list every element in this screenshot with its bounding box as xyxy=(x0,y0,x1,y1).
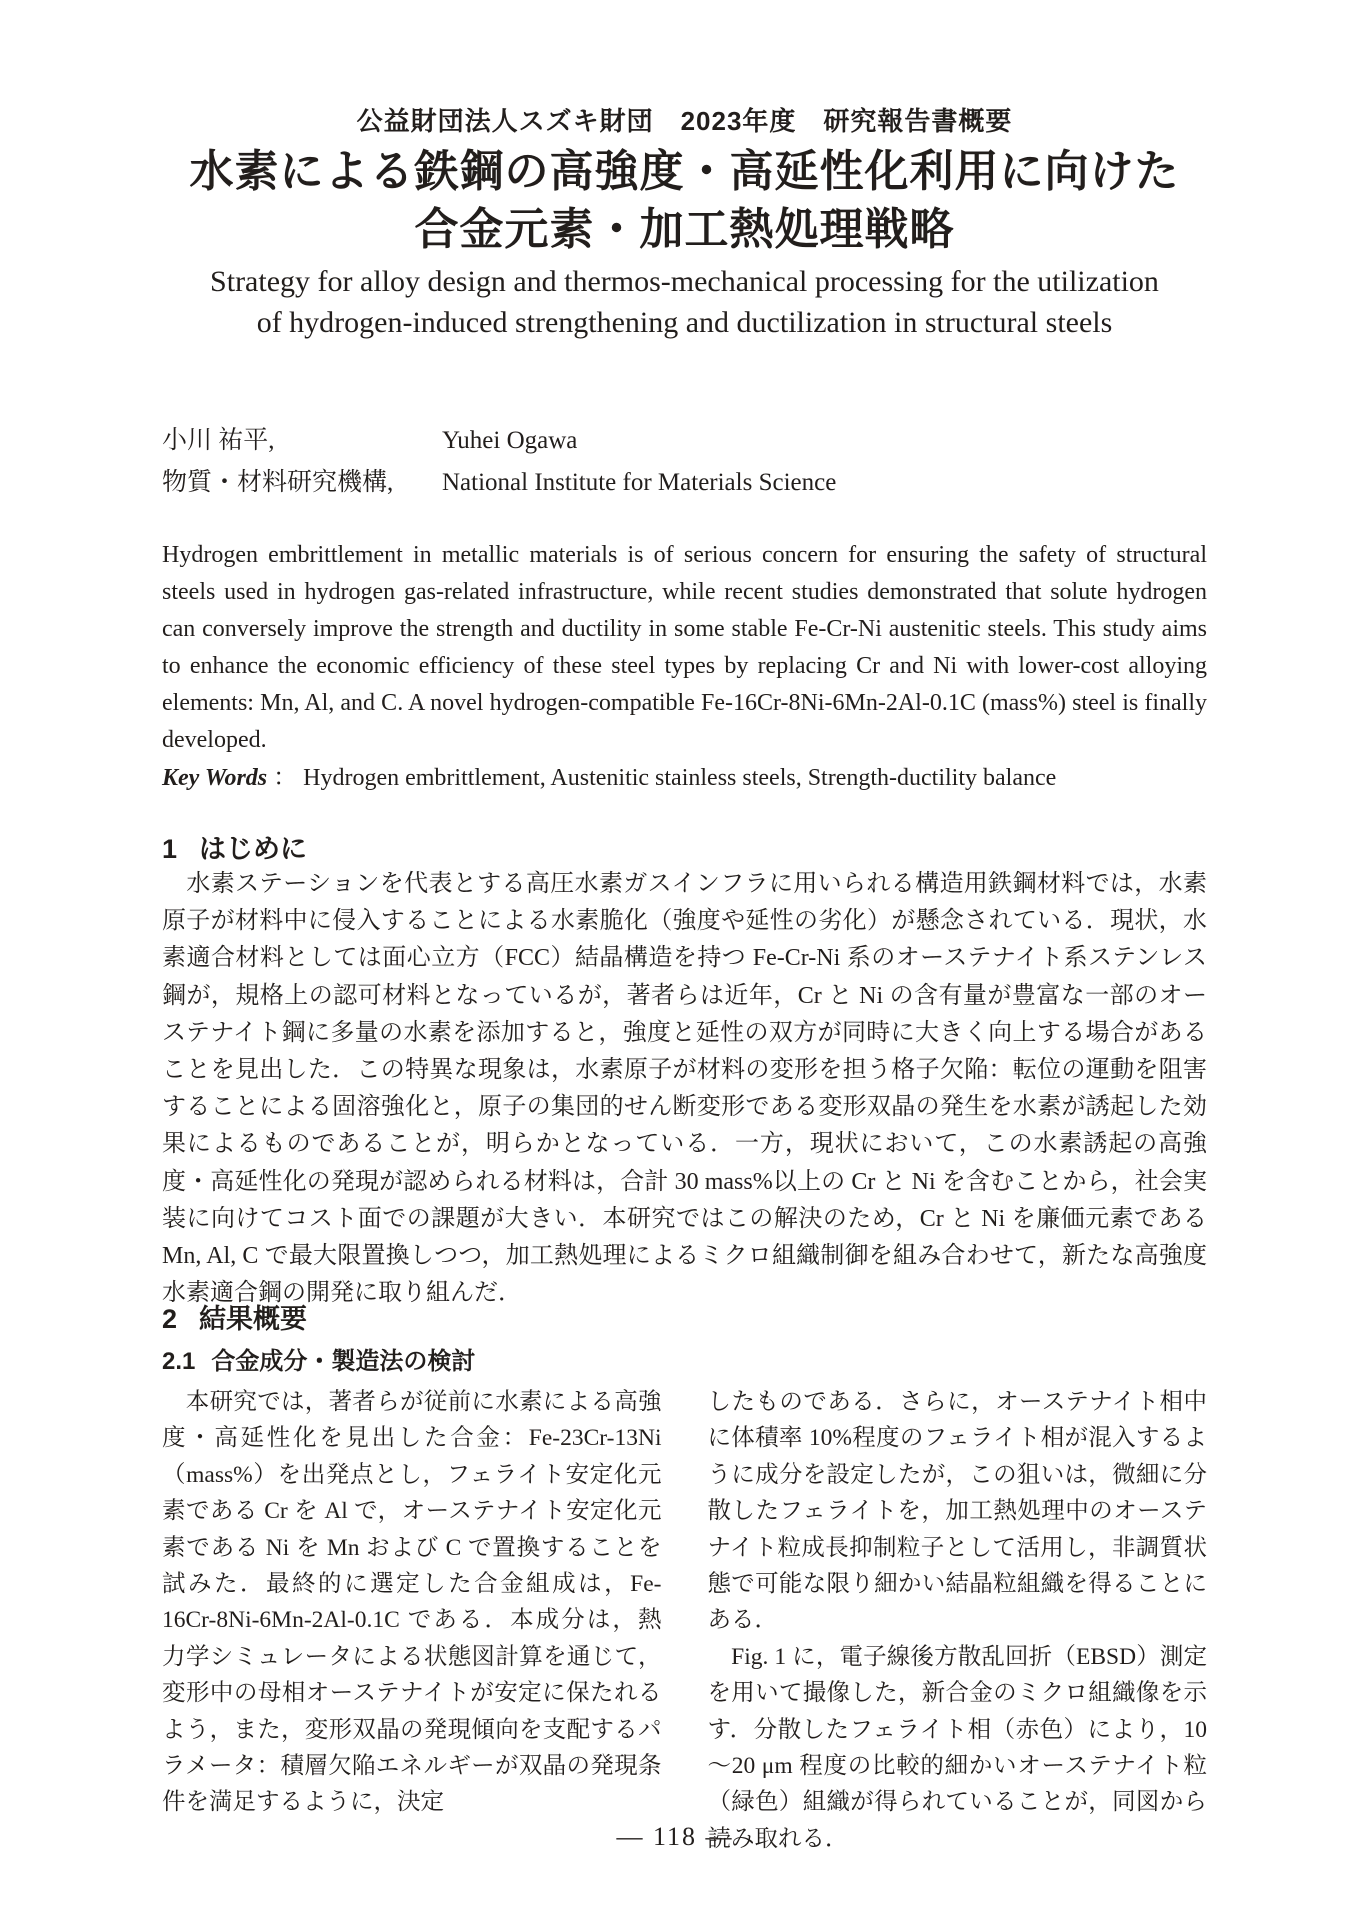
abstract-paragraph: Hydrogen embrittlement in metallic materials is of serious concern for ensuring the safety of structural steels used in hydrogen gas-related infrastructure, while recent studies demonstrated that solute hydrogen can conversely improve the strength and ductility in some stable Fe-Cr-Ni austenitic steels. This study aims to enhance the economic efficiency of these steel types by replacing Cr and Ni with lower-cost alloying elements: Mn, Al, and C. A novel hydrogen-compatible Fe-16Cr-8Ni-6Mn-2Al-0.1C (mass%) steel is finally developed. xyxy=(162,542,1207,753)
section-1-number: 1 xyxy=(162,834,178,864)
section-2-1-number: 2.1 xyxy=(162,1348,196,1375)
title-english xyxy=(162,261,1207,343)
title-japanese-line2: 合金元素・加工熱処理戦略 xyxy=(414,205,955,254)
author-name-row xyxy=(162,420,1207,462)
keywords-text: Hydrogen embrittlement, Austenitic stainless steels, Strength-ductility balance xyxy=(303,765,1057,791)
section-2-1-title: 合金成分・製造法の検討 xyxy=(211,1348,476,1375)
report-header: 公益財団法人スズキ財団 2023年度 研究報告書概要 xyxy=(356,106,1013,136)
title-english-line1: Strategy for alloy design and thermos-mechanical processing for the utilization xyxy=(210,265,1159,298)
title-english-line2: of hydrogen-induced strengthening and ductilization in structural steels xyxy=(256,306,1113,339)
section-2-title: 結果概要 xyxy=(199,1304,308,1334)
section-1-title: はじめに xyxy=(199,834,308,864)
author-affiliation-japanese: 物質・材料研究機構, xyxy=(162,469,394,496)
section-2-heading xyxy=(162,1297,1207,1336)
keywords-colon: ： xyxy=(273,765,298,791)
right-column xyxy=(708,1384,1208,1857)
title-japanese xyxy=(162,143,1207,259)
two-column-body xyxy=(162,1384,1207,1857)
author-block xyxy=(162,420,1207,504)
right-column-paragraph-2: Fig. 1 に，電子線後方散乱回折（EBSD）測定を用いて撮像した，新合金のミクロ組織像を示す．分散したフェライト相（赤色）により，10～20 μm 程度の比較的細かいオーステナイト粒（緑色）組織が得られていることが，同図から読み取れる． xyxy=(707,1643,1207,1852)
title-japanese-line1: 水素による鉄鋼の高強度・高延性化利用に向けた xyxy=(189,147,1180,196)
author-name-japanese: 小川 祐平, xyxy=(162,427,275,454)
section-2-1-heading xyxy=(162,1341,1207,1376)
keywords-line xyxy=(162,757,1207,792)
left-column xyxy=(162,1384,662,1857)
author-affiliation-english: National Institute for Materials Science xyxy=(442,469,837,496)
right-column-paragraph-1: したものである．さらに，オーステナイト相中に体積率 10%程度のフェライト相が混入するように成分を設定したが，この狙いは，微細に分散したフェライトを，加工熱処理中のオーステナイト粒成長抑制粒子として活用し，非調質状態で可能な限り細かい結晶粒組織を得ることにある． xyxy=(707,1389,1207,1634)
left-column-paragraph: 本研究では，著者らが従前に水素による高強度・高延性化を見出した合金：Fe-23Cr-13Ni（mass%）を出発点とし，フェライト安定化元素である Cr を Al で，オーステナイト安定化元素である Ni を Mn および C で置換することを試みた．最終的に選定した合金組成は，Fe-16Cr-8Ni-6Mn-2Al-0.1C である．本成分は，熱力学シミュレータによる状態図計算を通じて，変形中の母相オーステナイトが安定に保たれるよう，また，変形双晶の発現傾向を支配するパラメータ：積層欠陥エネルギーが双晶の発現条件を満足するように，決定 xyxy=(162,1389,662,1816)
keywords-label: Key Words xyxy=(162,765,268,791)
page-number: ― 118 ― xyxy=(616,1822,734,1851)
author-name-english: Yuhei Ogawa xyxy=(442,427,578,454)
section-1-heading xyxy=(162,827,1207,866)
section-1-paragraph: 水素ステーションを代表とする高圧水素ガスインフラに用いられる構造用鉄鋼材料では，水素原子が材料中に侵入することによる水素脆化（強度や延性の劣化）が懸念されている．現状，水素適合材料としては面心立方（FCC）結晶構造を持つ Fe-Cr-Ni 系のオーステナイト系ステンレス鋼が，規格上の認可材料となっているが，著者らは近年，Cr と Ni の含有量が豊富な一部のオーステナイト鋼に多量の水素を添加すると，強度と延性の双方が同時に大きく向上する場合があることを見出した．この特異な現象は，水素原子が材料の変形を担う格子欠陥：転位の運動を阻害することによる固溶強化と，原子の集団的せん断変形である変形双晶の発生を水素が誘起した効果によるものであることが，明らかとなっている．一方，現状において，この水素誘起の高強度・高延性化の発現が認められる材料は，合計 30 mass%以上の Cr と Ni を含むことから，社会実装に向けてコスト面での課題が大きい．本研究ではこの解決のため，Cr と Ni を廉価元素である Mn, Al, C で最大限置換しつつ，加工熱処理によるミクロ組織制御を組み合わせて，新たな高強度水素適合鋼の開発に取り組んだ． xyxy=(162,871,1207,1307)
author-affiliation-row xyxy=(162,462,1207,504)
section-2-number: 2 xyxy=(162,1304,178,1334)
